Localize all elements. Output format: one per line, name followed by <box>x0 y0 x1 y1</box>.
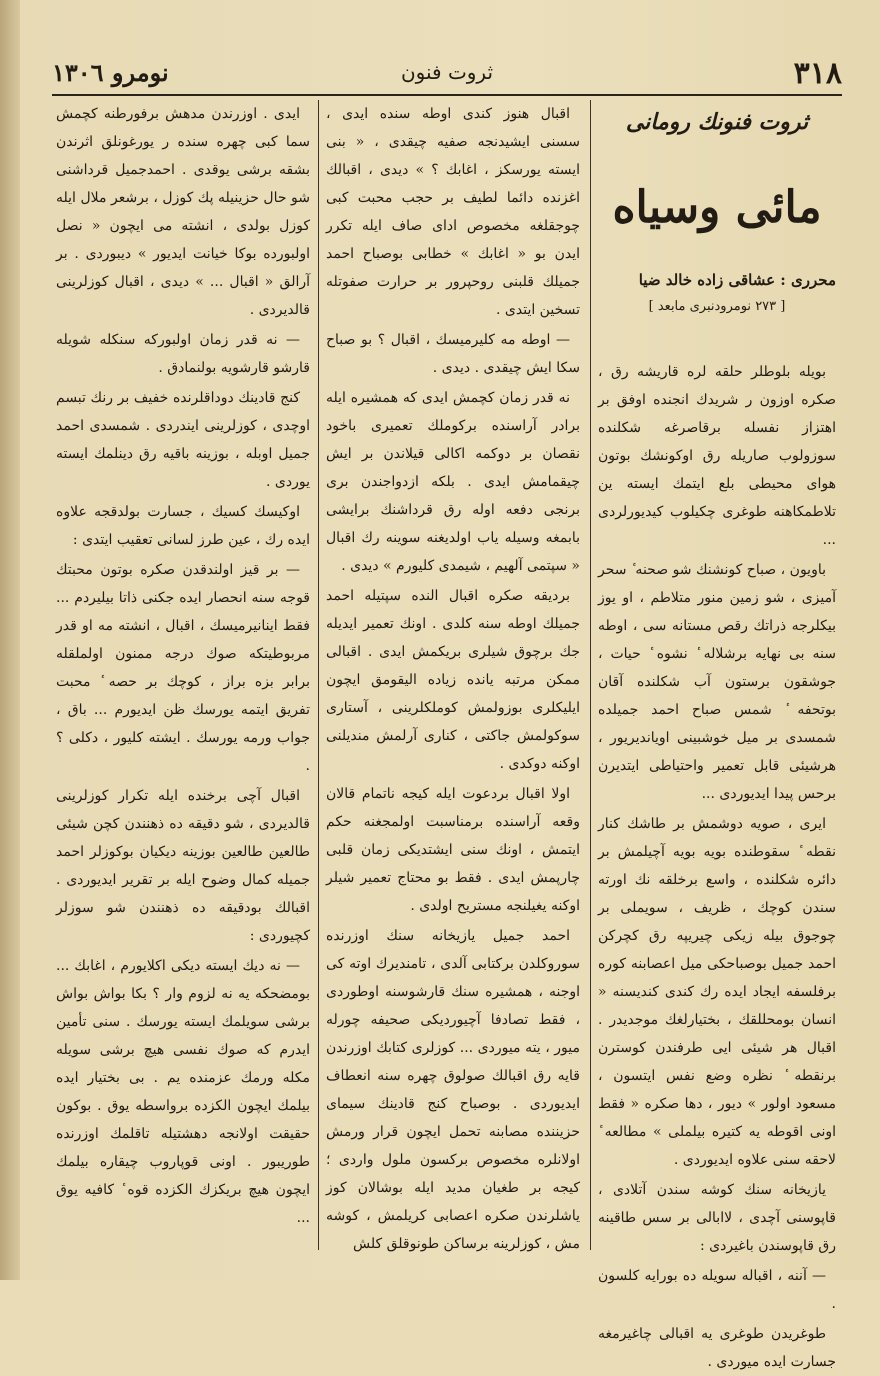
paragraph: يازيخانه سنك كوشه سندن آتلادى ، قاپوسنى آچدى ، لاابالى بر سس طاقينه رق قاپوسندن باغيردى : <box>598 1182 836 1254</box>
column-divider <box>318 100 319 1250</box>
page-number: ٣١٨ <box>793 56 842 91</box>
paragraph: — بر قيز اولندقدن صكره بوتون محبتك قوجه سنه انحصار ايده جكنى ذاتا بيليردم ... فقط اينانيرميسك ، اقبال ، انشته مه او قدر مربوطيتكه صوك درجه ممنون اولملقله برابر بزه براز ، كوچك بر حصه ٔ محبت تفريق ايتمه يورسك ظن ايديورم ... باق ، جواب ورمه يورسك . ايشته كليور ، دكلى ؟ . <box>56 562 310 774</box>
paragraph: اقبال آچى برخنده ايله تكرار كوزلرينى قالديردى ، شو دقيقه ده ذهنندن كچن شيئى طالعين طالعين بوزينه ديكيان بوكوزلر احمد جميله كمال وضوح ايله بر تقرير ايديوردى . اقبالك بودقيقه ده ذهنندن شو سوزلر كچيوردى : <box>56 788 310 944</box>
paragraph: نه قدر زمان كچمش ايدى كه همشيره ايله برادر آراسنده بركوملك تعميرى باخود نقصان بر دوكمه اكالى قيلاندن بر ايش چيقمامش ايدى . بلكه ازدواجندن برى برنجى دفعه اوله رق قرداشنك برايشى بابمغه وسيله ياب اولديغنه سوينه رك اقبال « سپتمى آلهيم ، شيمدى كليورم » ديدى . <box>326 390 580 574</box>
paragraph: طوغريدن طوغرى يه اقبالى چاغيرمغه جسارت ايده ميوردى . <box>598 1326 836 1370</box>
page-binding-shadow <box>0 0 20 1280</box>
column-middle <box>326 100 580 1260</box>
serial-title: ثروت فنونك رومانى <box>625 109 809 135</box>
journal-name: ثروت فنون <box>400 60 494 84</box>
paragraph: احمد جميل يازيخانه سنك اوزرنده سوروكلدن بركتابى آلدى ، تامنديرك اوته كى اوجنه ، همشيره سنك قارشوسنه اوطوردى ، فقط تصادفا آچيورديكى صحيفه چورله ميور ، يته ميوردى ... كوزلرى كتابك اوزرندن قايه رق اقبالك صولوق چهره سنه انعطاف ايديوردى . بوصباح كنج قادينك سيماى حزيننده مصابنه تحمل ايچون قرار ورمش اولانلره مخصوص بركسون ملول واردى ؛ كيجه بر طغيان مديد ايله بوشالان كوز ياشلرندن صكره اعصابى كريلمش ، كوشه مش ، كوزلرينه برساكن طونوقلق كلش <box>326 928 580 1252</box>
paragraph: كنج قادينك دوداقلرنده خفيف بر رنك تبسم اوچدى ، كوزلرينى ايندردى . شمسدى احمد جميل اوبله ، بوزينه باقيه رق دينلمك ايسته يوردى . <box>56 390 310 490</box>
column-left <box>56 100 310 1260</box>
paragraph: اقبال هنوز كندى اوطه سنده ايدى ، سسنى ايشيدنجه صفيه چيقدى ، « بنى ايسته يورسكز ، اغابك ؟ » ديدى ، اقبالك اغزنده دائما لطيف بر حجب محبت كبى چوجقلغه مخصوص اداى صاف ايله تكرر ايدن بو « اغابك » خطابى بوصباح احمد جميلك قلبنى روحپرور بر حرارت صفوتله تسخين ايتدى . <box>326 106 580 318</box>
column-right <box>598 100 836 1370</box>
paragraph: — آننه ، اقباله سويله ده بورايه كلسون . <box>598 1268 836 1312</box>
paragraph: اوكيسك كسيك ، جسارت بولدقجه علاوه ايده رك ، عين طرز لسانى تعقيب ايتدى : <box>56 504 310 548</box>
paragraph: برديقه صكره اقبال النده سپتيله احمد جميلك اوطه سنه كلدى . اونك تعمير ايديله جك برچوق شيلرى بريكمش ايدى . اقبالى ممكن مرتبه يانده زياده اليقومق ايچون ايليكلرى بوزولمش كوملكلرينى ، آستارى سوكولمش جاكتى ، كنارى آرلمش منديلنى اوكنه دوكدى . <box>326 588 580 772</box>
paragraph: ايدى . اوزرندن مدهش برفورطنه كچمش سما كبى چهره سنده ر يورغونلق اثرندن بشقه برشى يوقدى . احمدجميل قرداشنى شو حال حزينيله پك كوزل ، برشعر ملال ايله كوزل بولدى ، انشته مى ايچون « نصل اولبورده بوكا خيانت ايديور » ديبوردى . بر آرالق « اقبال ... » ديدى ، اقبال كوزلرينى قالديردى . <box>56 106 310 318</box>
paragraph: اولا اقبال بردعوت ايله كيجه ناتمام قالان وقعه آراسنده برمناسبت اولمجغنه حكم ايتمش ، اونك سنى ايشتديكى زمان قلبى چارپمش ايدى . فقط بو محتاج تعمير شيلر اوكنه يغيلنجه مستريح اولدى . <box>326 786 580 914</box>
paragraph: — اوطه مه كليرميسك ، اقبال ؟ بو صباح سكا ايش چيقدى . ديدى . <box>326 332 580 376</box>
paragraph: بويله بلوطلر حلقه لره قاريشه رق ، صكره اوزون ر شريدك انجنده اوفق بر اهتزاز نفسله برقاصرغه شكلنده سوزولوب صاريله رق اوكونشك بوتون هواى محيطى بلع ايتمك ايسته ين تلاطمكاهنه طوغرى چكيلوب كيديورلردى ... <box>598 364 836 548</box>
byline: محررى : عشاقى زاده خالد ضيا <box>638 271 836 289</box>
dateline: [ ٢٧٣ نومرودنبرى مابعد ] <box>648 299 786 314</box>
paragraph: ايرى ، صويه دوشمش بر طاشك كنار نقطه ٔ سقوطنده بويه بويه آچيلمش بر دائره شكلنده ، واسع برخلقه نك اورته سندن كوچك ، ظريف ، سويملى بر چوجوق بيله زيكى چيريپه رق كچركن احمد جميل بوصباحكى ميل اعصابنه كوره برفلسفه ايجاد ايده رك كندى كنديسنه « انسان بومحللقك ، بختيارلغك موجديدر . اقبال هر شيئى ايى طرفندن كوسترن برنقطه ٔ نظره وضع نفس ايتسون ، مسعود اولور » ديور ، دها صكره « فقط اونى اقوطه يه كتيره بيلملى » مطالعه ٔ لاحقه سنى علاوه ايديوردى . <box>598 816 836 1168</box>
novel-title: مائى وسياه <box>612 182 822 233</box>
paragraph: — نه ديك ايسته ديكى اكلايورم ، اغابك ... بومضحكه يه نه لزوم وار ؟ بكا بواش بواش برشى سويلمك ايسته يورسك . سنى تأمين ايدرم كه صوك نفسى هيچ برشى سويله مكله ورمك عزمنده يم . بى بختيار ايده بيلمك ايچون الكزده برواسطه يوق . بوكون حقيقت اولانجه دهشتيله تاقلمك اوزرنده طوريبور . اونى قوپاروب چيقاره بيلمك ايچون هيچ بريكزك الكزده قوه ٔ كافيه يوق ... <box>56 958 310 1226</box>
column-divider <box>590 100 591 1250</box>
issue-number: نومرو ١٣٠٦ <box>52 58 169 87</box>
paragraph: باويون ، صباح كونشنك شو صحنه ٔ سحر آميزى ، شو زمين منور متلاطم ، او يوز بيكلرجه ذراتك رقص مستانه سى ، اوطه سنه بى نهايه برشلاله ٔ نشوه ٔ حيات ، جوشقون برستون آب شكلنده آقان بوتحفه ٔ شمس صباح احمد جميلده شمسدى بر ميل خوشبينى اويانديريور ، هرشيئى قابل تعمير واحتياطى ايتديرن برحس پيدا ايديوردى ... <box>598 562 836 802</box>
page-header <box>52 54 842 96</box>
paragraph: — نه قدر زمان اولبوركه سنكله شويله قارشو قارشويه بولنمادق . <box>56 332 310 376</box>
